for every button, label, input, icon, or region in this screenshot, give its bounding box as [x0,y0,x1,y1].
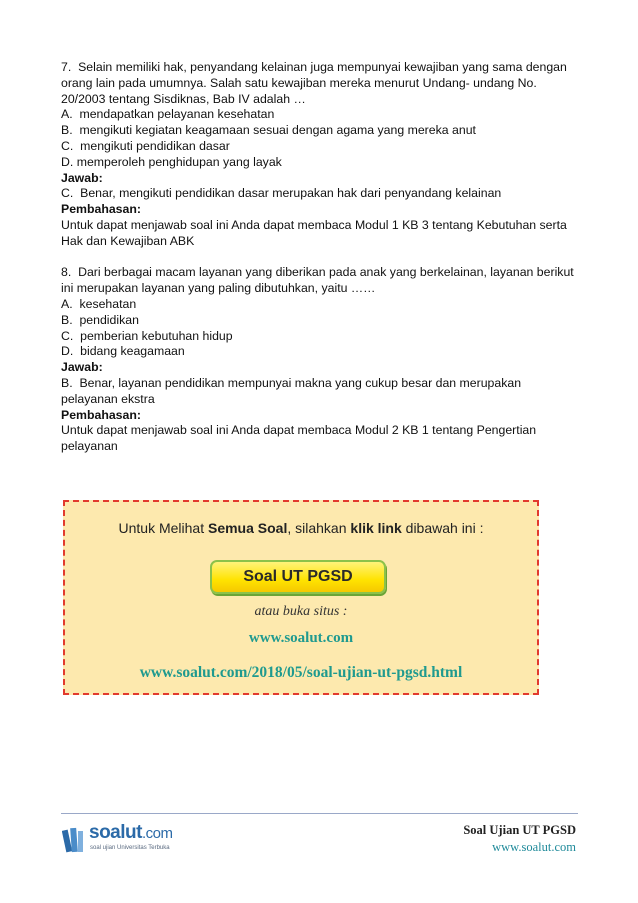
promo-alt-text: atau buka situs : [254,604,348,619]
promo-intro-prefix: Untuk Melihat [118,520,208,536]
question-7 [61,60,581,250]
answer-text: C. Benar, mengikuti pendidikan dasar merupakan hak dari penyandang kelainan [61,186,502,201]
option-d: D. memperoleh penghidupan yang layak [61,154,282,169]
footer-title: Soal Ujian UT PGSD [463,823,576,837]
promo-intro-suffix: dibawah ini : [401,520,484,536]
footer-site-link[interactable]: www.soalut.com [492,840,576,854]
promo-site-link[interactable]: www.soalut.com [248,630,354,646]
discussion-text: Hak dan Kewajiban ABK [61,233,195,248]
discussion-text: Untuk dapat menjawab soal ini Anda dapat membaca Modul 2 KB 1 tentang Pengertian [61,423,537,438]
spacer [61,250,581,266]
logo-tagline: soal ujian Universitas Terbuka [90,845,170,851]
footer-info [463,823,576,855]
soalut-logo [62,822,192,858]
promo-box [63,500,539,695]
document-body [61,60,581,455]
question-text-line: 8. Dari berbagai macam layanan yang diberikan pada anak yang berkelainan, layanan berikut [61,265,574,280]
question-8 [61,265,581,455]
option-d: D. bidang keagamaan [61,344,185,359]
option-c: C. pemberian kebutuhan hidup [61,328,233,343]
question-text-line: 7. Selain memiliki hak, penyandang kelainan juga mempunyai kewajiban yang sama dengan [61,60,567,74]
answer-label: Jawab: [61,360,103,375]
option-b: B. mengikuti kegiatan keagamaan sesuai dengan agama yang mereka anut [61,123,476,138]
discussion-label: Pembahasan: [61,407,141,422]
question-text-line: ini merupakan layanan yang paling dibutuhkan, yaitu …… [61,281,376,296]
promo-intro-bold-click-link: klik link [350,520,402,536]
books-icon [62,824,86,854]
discussion-text: pelayanan [61,439,118,454]
answer-text: pelayanan ekstra [61,391,155,406]
logo-name: soalut [89,822,142,843]
question-text-line: 20/2003 tentang Sisdiknas, Bab IV adalah … [61,91,306,106]
discussion-label: Pembahasan: [61,202,141,217]
logo-domain: .com [141,825,173,842]
promo-intro [65,520,537,536]
discussion-text: Untuk dapat menjawab soal ini Anda dapat membaca Modul 1 KB 3 tentang Kebutuhan serta [61,217,567,232]
answer-label: Jawab: [61,170,103,185]
option-a: A. kesehatan [61,296,137,311]
promo-intro-mid: , silahkan [287,520,351,536]
promo-intro-bold-all-questions: Semua Soal [207,520,288,536]
promo-url-link[interactable]: www.soalut.com/2018/05/soal-ujian-ut-pgsd.html [139,664,463,681]
footer-divider [61,813,578,814]
option-b: B. pendidikan [61,312,139,327]
option-c: C. mengikuti pendidikan dasar [61,138,230,153]
question-text-line: orang lain pada umumnya. Salah satu kewajiban mereka menurut Undang- undang No. [61,75,537,90]
answer-text: B. Benar, layanan pendidikan mempunyai makna yang cukup besar dan merupakan [61,375,522,390]
option-a: A. mendapatkan pelayanan kesehatan [61,107,275,122]
logo-wordmark [89,822,172,844]
soal-ut-pgsd-button[interactable]: Soal UT PGSD [210,560,386,594]
